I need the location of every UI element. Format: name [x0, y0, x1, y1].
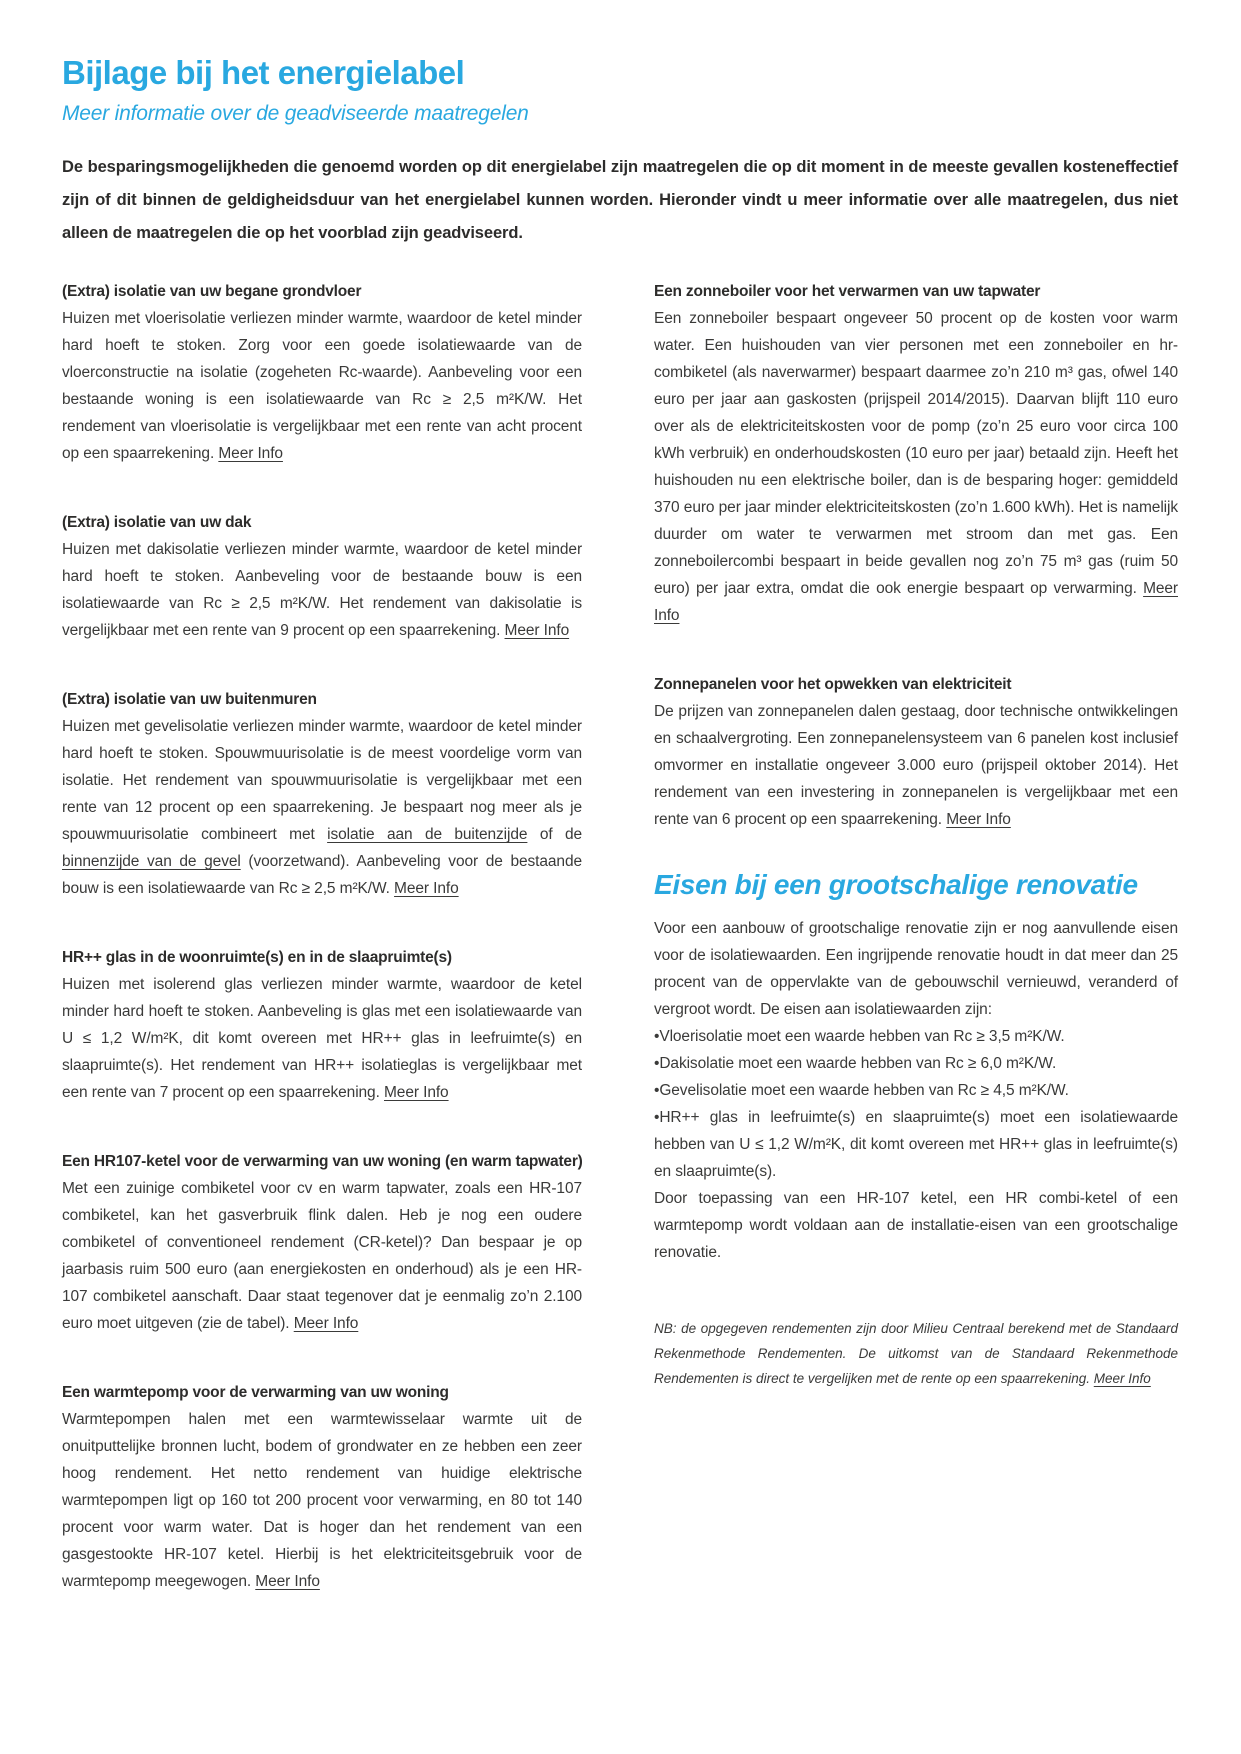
body-text: of de — [527, 826, 582, 844]
section-body — [62, 1406, 582, 1595]
section-body — [654, 305, 1178, 629]
section-heading: HR++ glas in de woonruimte(s) en in de slaapruimte(s) — [62, 949, 452, 967]
section-hr107-boiler — [62, 1148, 582, 1337]
body-text: NB: de opgegeven rendementen zijn door Milieu Centraal berekend met de Standaard Rekenmethode Rendementen. De uitkomst van de Standaard Rekenmethode Rendementen is direct te vergelijken met de rente op een spaarrekening. — [654, 1321, 1178, 1387]
body-text: Warmtepompen halen met een warmtewisselaar warmte uit de onuitputtelijke bronnen lucht, bodem of grondwater en ze hebben een zeer hoog rendement. Het netto rendement van huidige elektrische warmtepompen ligt op 160 tot 200 procent voor verwarming, en 80 tot 140 procent voor warm water. Dat is hoger dan het rendement van een gasgestookte HR-107 ketel. Hierbij is het elektriciteitsgebruik voor de warmtepomp meegewogen. — [62, 1411, 582, 1591]
section-heading: Een HR107-ketel voor de verwarming van uw woning (en warm tapwater) — [62, 1153, 583, 1171]
body-text: Huizen met vloerisolatie verliezen minder warmte, waardoor de ketel minder hard hoeft te stoken. Zorg voor een goede isolatiewaarde van de vloerconstructie na isolatie (zogeheten Rc-waarde). Aanbeveling voor een bestaande woning is een isolatiewaarde van Rc ≥ 2,5 m²K/W. Het rendement van vloerisolatie is vergelijkbaar met een rente van acht procent op een spaarrekening. — [62, 310, 582, 463]
renovation-bullet-facade: • Gevelisolatie moet een waarde hebben van Rc ≥ 4,5 m²K/W. — [654, 1077, 1178, 1104]
meer-info-link[interactable]: Meer Info — [1093, 1371, 1151, 1387]
nb-footnote — [654, 1316, 1178, 1391]
section-heading: (Extra) isolatie van uw begane grondvloer — [62, 283, 362, 301]
section-heat-pump — [62, 1379, 582, 1595]
renovation-bullet-roof: • Dakisolatie moet een waarde hebben van Rc ≥ 6,0 m²K/W. — [654, 1050, 1178, 1077]
renovation-heading: Eisen bij een grootschalige renovatie — [654, 869, 1138, 901]
meer-info-link[interactable]: Meer Info — [218, 445, 283, 463]
section-body — [62, 305, 582, 467]
body-text: Huizen met gevelisolatie verliezen minder warmte, waardoor de ketel minder hard hoeft te stoken. Spouwmuurisolatie is de meest voordelige vorm van isolatie. Het rendement van spouwmuurisolatie is vergelijkbaar met een rente van 12 procent op een spaarrekening. Je bespaart nog meer als je spouwmuurisolatie combineert met — [62, 718, 582, 844]
section-wall-insulation — [62, 686, 582, 902]
meer-info-link[interactable]: Meer Info — [394, 880, 459, 898]
right-column — [654, 278, 1178, 1595]
meer-info-link[interactable]: Meer Info — [654, 580, 1178, 625]
section-heading: (Extra) isolatie van uw dak — [62, 514, 252, 532]
section-renovation-requirements — [654, 869, 1178, 1266]
section-hr-glass — [62, 944, 582, 1106]
section-heading: (Extra) isolatie van uw buitenmuren — [62, 691, 317, 709]
body-text: Met een zuinige combiketel voor cv en warm tapwater, zoals een HR-107 combiketel, kan het gasverbruik flink dalen. Heb je nog een oudere combiketel of conventioneel rendement (CR-ketel)? Dan bespaar je op jaarbasis ruim 500 euro (aan energiekosten en onderhoud) als je een HR-107 combiketel aanschaft. Daar staat tegenover dat je eenmalig zo’n 2.100 euro moet uitgeven (zie de tabel). — [62, 1180, 582, 1333]
intro-paragraph: De besparingsmogelijkheden die genoemd worden op dit energielabel zijn maatregelen die op dit moment in de meeste gevallen kosteneffectief zijn of dit binnen de geldigheidsduur van het energielabel kunnen worden. Hieronder vindt u meer informatie over alle maatregelen, dus niet alleen de maatregelen die op het voorblad zijn geadviseerd. — [62, 158, 1178, 243]
section-heading: Een zonneboiler voor het verwarmen van uw tapwater — [654, 283, 1041, 301]
page-title: Bijlage bij het energielabel — [62, 54, 465, 91]
nb-text — [654, 1316, 1178, 1391]
two-column-layout — [62, 278, 1178, 1595]
meer-info-link[interactable]: Meer Info — [946, 811, 1011, 829]
body-text: (voorzetwand). Aanbeveling voor de bestaande bouw is een isolatiewaarde van Rc ≥ 2,5 m²K/W. — [62, 853, 582, 898]
renovation-bullet-floor: • Vloerisolatie moet een waarde hebben van Rc ≥ 3,5 m²K/W. — [654, 1023, 1178, 1050]
page-header — [62, 55, 1178, 250]
meer-info-link[interactable]: Meer Info — [255, 1573, 320, 1591]
outside-insulation-link[interactable]: isolatie aan de buitenzijde — [327, 826, 528, 844]
left-column — [62, 278, 582, 1595]
section-body — [62, 971, 582, 1106]
body-text: Huizen met isolerend glas verliezen minder warmte, waardoor de ketel minder hard hoeft te stoken. Aanbeveling is glas met een isolatiewaarde van U ≤ 1,2 W/m²K, dit komt overeen met HR++ glas in leefruimte(s) en slaapruimte(s). Het rendement van HR++ isolatieglas is vergelijkbaar met een rente van 7 procent op een spaarrekening. — [62, 976, 582, 1102]
body-text: Huizen met dakisolatie verliezen minder warmte, waardoor de ketel minder hard hoeft te stoken. Aanbeveling voor de bestaande bouw is een isolatiewaarde van Rc ≥ 2,5 m²K/W. Het rendement van dakisolatie is vergelijkbaar met een rente van 9 procent op een spaarrekening. — [62, 541, 582, 640]
section-roof-insulation — [62, 509, 582, 644]
body-text: De prijzen van zonnepanelen dalen gestaag, door technische ontwikkelingen en schaalvergroting. Een zonnepanelensysteem van 6 panelen kost inclusief omvormer en installatie ongeveer 3.000 euro (prijspeil oktober 2014). Het rendement van een investering in zonnepanelen is vergelijkbaar met een rente van 6 procent op een spaarrekening. — [654, 703, 1178, 829]
renovation-closing: Door toepassing van een HR-107 ketel, een HR combi-ketel of een warmtepomp wordt voldaan aan de installatie-eisen van een grootschalige renovatie. — [654, 1190, 1178, 1262]
inside-insulation-link[interactable]: binnenzijde van de gevel — [62, 853, 241, 871]
meer-info-link[interactable]: Meer Info — [384, 1084, 449, 1102]
section-heading: Een warmtepomp voor de verwarming van uw woning — [62, 1384, 449, 1402]
meer-info-link[interactable]: Meer Info — [293, 1315, 359, 1333]
page-subtitle: Meer informatie over de geadviseerde maatregelen — [62, 102, 529, 126]
renovation-intro: Voor een aanbouw of grootschalige renovatie zijn er nog aanvullende eisen voor de isolatiewaarden. Een ingrijpende renovatie houdt in dat meer dan 25 procent van de oppervlakte van de gebouwschil vernieuwd, veranderd of vergroot wordt. De eisen aan isolatiewaarden zijn: — [654, 920, 1178, 1019]
section-body — [62, 1175, 582, 1337]
section-body — [62, 713, 582, 902]
section-heading: Zonnepanelen voor het opwekken van elektriciteit — [654, 676, 1012, 694]
section-body — [62, 536, 582, 644]
body-text: Een zonneboiler bespaart ongeveer 50 procent op de kosten voor warm water. Een huishouden van vier personen met een zonneboiler en hr-combiketel (als naverwarmer) bespaart daarmee zo’n 210 m³ gas, ofwel 140 euro per jaar aan gaskosten (prijspeil 2014/2015). Daarvan blijft 110 euro over als de elektriciteitskosten voor de pomp (zo’n 25 euro voor circa 100 kWh verbruik) en onderhoudskosten (10 euro per jaar) betaald zijn. Heeft het huishouden nu een elektrische boiler, dan is de besparing hoger: gemiddeld 370 euro per jaar minder elektriciteitskosten (zo’n 1.600 kWh). Het is namelijk duurder om water te verwarmen met stroom dan met gas. Een zonneboilercombi bespaart in beide gevallen nog zo’n 75 m³ gas (ruim 50 euro) per jaar extra, omdat die ook energie bespaart op verwarming. — [654, 310, 1178, 598]
section-floor-insulation — [62, 278, 582, 467]
meer-info-link[interactable]: Meer Info — [504, 622, 570, 640]
section-solar-panels — [654, 671, 1178, 833]
section-body — [654, 698, 1178, 833]
section-solar-boiler — [654, 278, 1178, 629]
renovation-bullet-glass: • HR++ glas in leefruimte(s) en slaapruimte(s) moet een isolatiewaarde hebben van U ≤ 1,2 W/m²K, dit komt overeen met HR++ glas in leefruimte(s) en slaapruimte(s). — [654, 1104, 1178, 1185]
